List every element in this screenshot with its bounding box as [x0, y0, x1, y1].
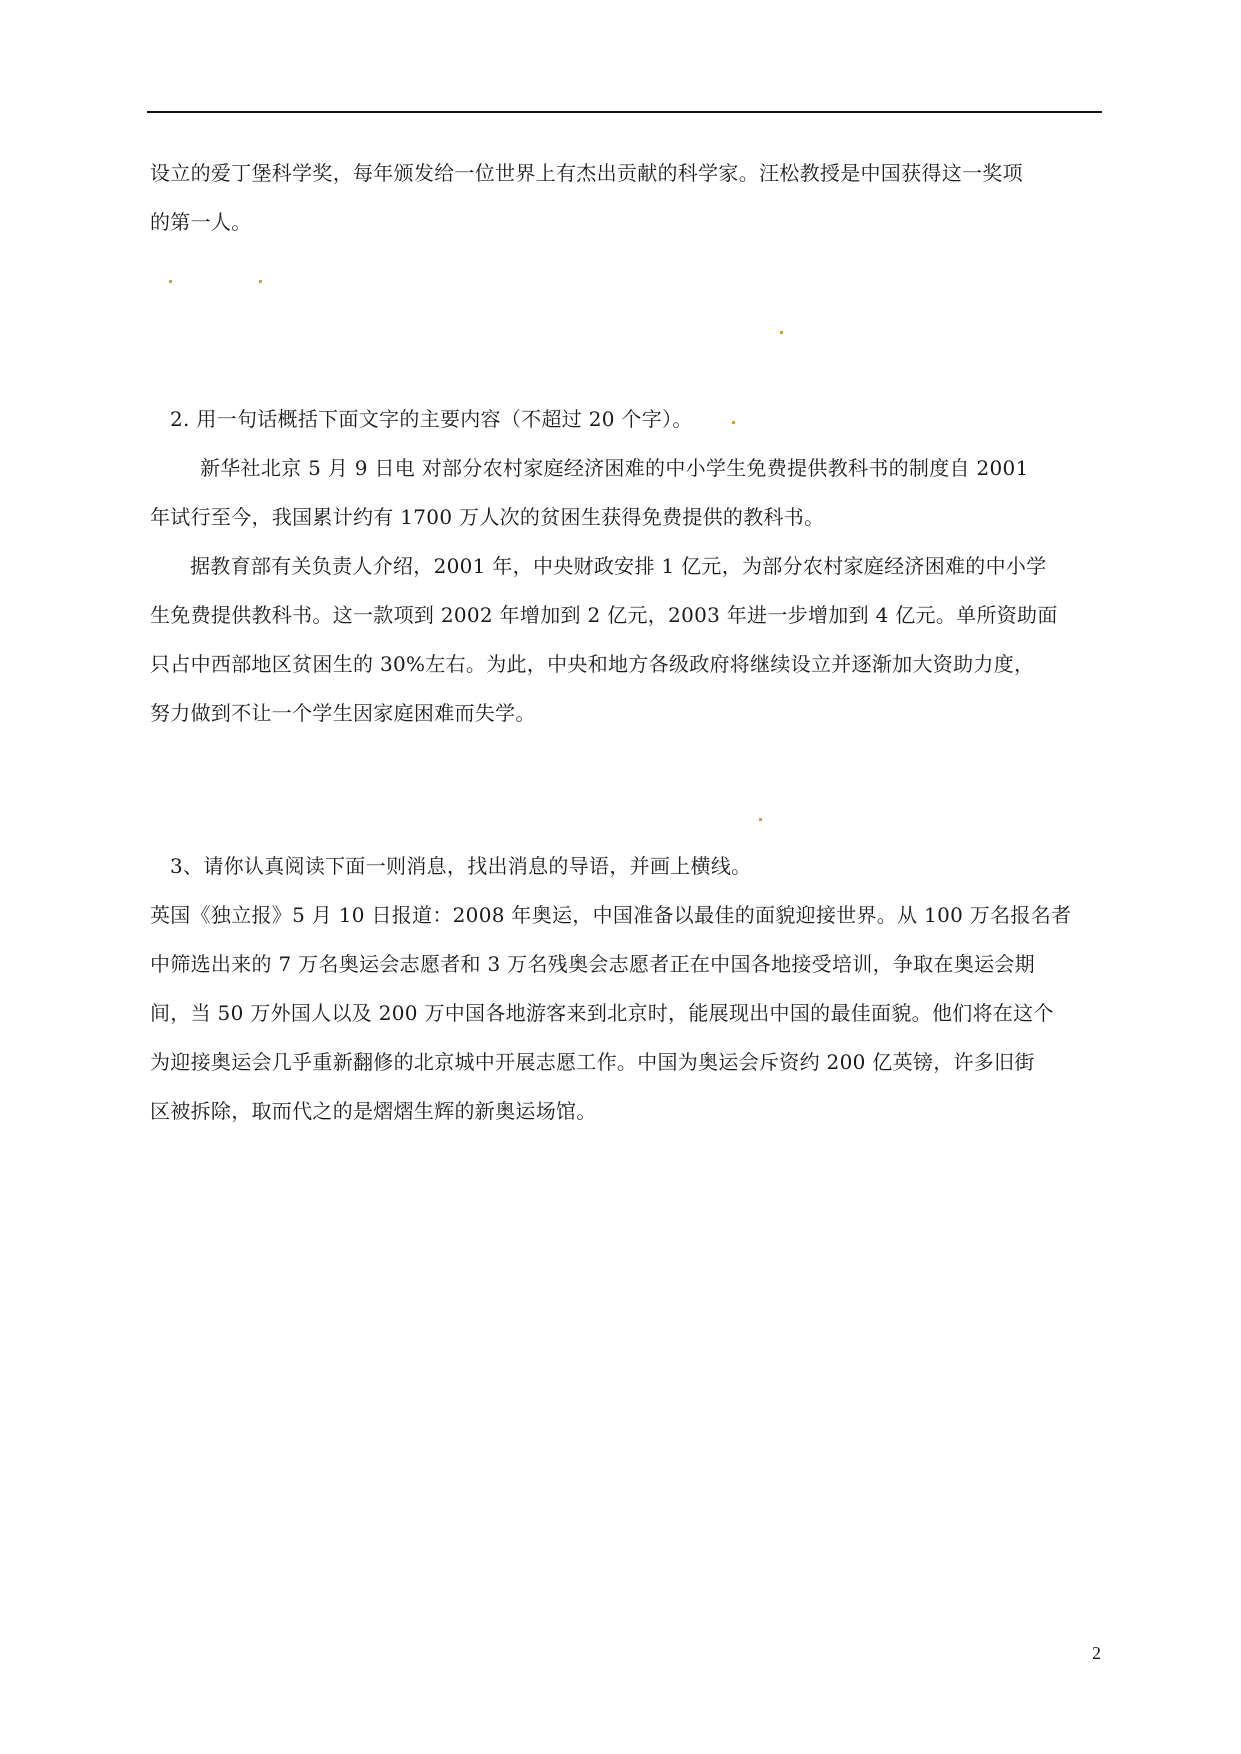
marker-dot	[780, 331, 783, 334]
header-rule	[147, 111, 1102, 113]
q3-news-line-5: 区被拆除，取而代之的是熠熠生辉的新奥运场馆。	[150, 1099, 597, 1123]
intro-line-2: 的第一人。	[150, 210, 252, 234]
marker-dot	[259, 280, 262, 283]
q2-p2-line-3: 只占中西部地区贫困生的 30%左右。为此，中央和地方各级政府将继续设立并逐渐加大资助力度，	[150, 652, 1035, 676]
q3-news-line-4: 为迎接奥运会几乎重新翻修的北京城中开展志愿工作。中国为奥运会斥资约 200 亿英镑，许多旧街	[150, 1050, 1035, 1074]
question-2-prompt: 2. 用一句话概括下面文字的主要内容（不超过 20 个字）。	[170, 407, 693, 431]
question-3-news	[150, 891, 1100, 1136]
question-2-paragraph-2	[150, 542, 1100, 738]
intro-line-1: 设立的爱丁堡科学奖，每年颁发给一位世界上有杰出贡献的科学家。汪松教授是中国获得这一奖项	[150, 161, 1023, 185]
q2-p2-line-4: 努力做到不让一个学生因家庭困难而失学。	[150, 701, 536, 725]
question-2	[150, 395, 1100, 444]
q2-p1-line-1: 新华社北京 5 月 9 日电 对部分农村家庭经济困难的中小学生免费提供教科书的制度自 2001	[200, 456, 1029, 480]
q3-news-line-3: 间，当 50 万外国人以及 200 万中国各地游客来到北京时，能展现出中国的最佳面貌。他们将在这个	[150, 1001, 1054, 1025]
question-2-paragraph-1	[150, 444, 1100, 542]
q2-p2-line-1: 据教育部有关负责人介绍，2001 年，中央财政安排 1 亿元，为部分农村家庭经济困难的中小学	[190, 554, 1047, 578]
q3-news-line-2: 中筛选出来的 7 万名奥运会志愿者和 3 万名残奥会志愿者正在中国各地接受培训，争取在奥运会期	[150, 952, 1035, 976]
q2-p2-line-2: 生免费提供教科书。这一款项到 2002 年增加到 2 亿元，2003 年进一步增加到 4 亿元。单所资助面	[150, 603, 1058, 627]
marker-dot	[732, 421, 735, 424]
question-3-prompt: 3、请你认真阅读下面一则消息，找出消息的导语，并画上横线。	[170, 854, 752, 878]
intro-paragraph	[150, 149, 1100, 247]
marker-dot	[169, 280, 172, 283]
marker-dot	[759, 818, 762, 821]
question-3	[150, 842, 1100, 891]
q3-news-line-1: 英国《独立报》5 月 10 日报道：2008 年奥运，中国准备以最佳的面貌迎接世界。从 100 万名报名者	[150, 903, 1072, 927]
page-number: 2	[1092, 1643, 1101, 1663]
q2-p1-line-2: 年试行至今，我国累计约有 1700 万人次的贫困生获得免费提供的教科书。	[150, 505, 825, 529]
